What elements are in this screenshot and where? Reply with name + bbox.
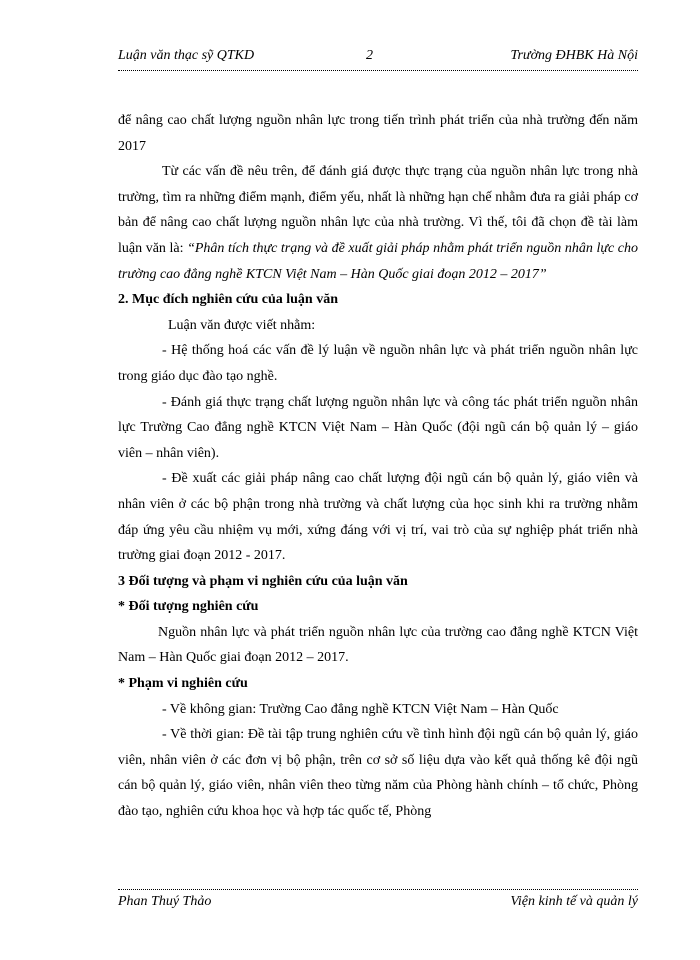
footer-institute: Viện kinh tế và quản lý xyxy=(510,894,638,909)
paragraph-intro-continuation: để nâng cao chất lượng nguồn nhân lực trong tiến trình phát triển của nhà trường đến năm 2017 xyxy=(118,113,638,154)
document-body xyxy=(118,108,638,825)
thesis-title-quote: “Phân tích thực trạng và đề xuất giải pháp nhằm phát triển nguồn nhân lực cho trường cao đẳng nghề KTCN Việt Nam – Hàn Quốc giai đoạn 2012 – 2017” xyxy=(118,240,638,282)
subheading-research-object: * Đối tượng nghiên cứu xyxy=(118,599,259,615)
page-footer xyxy=(118,894,638,914)
subheading-research-scope: * Phạm vi nghiên cứu xyxy=(118,676,248,692)
paragraph-research-object: Nguồn nhân lực và phát triển nguồn nhân lực của trường cao đẳng nghề KTCN Việt Nam – Hàn Quốc giai đoạn 2012 – 2017. xyxy=(118,624,638,666)
footer-divider xyxy=(118,889,638,890)
list-item-scope-space: - Về không gian: Trường Cao đẳng nghề KTCN Việt Nam – Hàn Quốc xyxy=(162,701,559,717)
paragraph-purpose-intro: Luận văn được viết nhằm: xyxy=(168,317,316,333)
header-university: Trường ĐHBK Hà Nội xyxy=(510,48,638,63)
section-heading-purpose: 2. Mục đích nghiên cứu của luận văn xyxy=(118,292,339,308)
list-item-purpose-1: - Hệ thống hoá các vấn đề lý luận về nguồn nhân lực và phát triển nguồn nhân lực trong giáo dục đào tạo nghề. xyxy=(118,343,638,384)
header-thesis-title: Luận văn thạc sỹ QTKD xyxy=(118,48,255,63)
header-divider xyxy=(118,70,638,71)
paragraph-topic-selection xyxy=(118,159,638,287)
list-item-scope-time: - Về thời gian: Đề tài tập trung nghiên cứu về tình hình đội ngũ cán bộ quản lý, giáo viên, nhân viên ở các đơn vị bộ phận, trên cơ sở số liệu dựa vào kết quả thống kê đội ngũ cán bộ quản lý, giáo viên, nhân viên theo từng năm của Phòng hành chính – tổ chức, Phòng đào tạo, nghiên cứu khoa học và hợp tác quốc tế, Phòng xyxy=(118,727,638,820)
list-item-purpose-2: - Đánh giá thực trạng chất lượng nguồn nhân lực và công tác phát triển nguồn nhân lực Trường Cao đẳng nghề KTCN Việt Nam – Hàn Quốc (đội ngũ cán bộ quản lý – giáo viên – nhân viên). xyxy=(118,394,638,461)
page-header xyxy=(118,48,638,68)
paragraph-topic-text: Từ các vấn đề nêu trên, để đánh giá được thực trạng của nguồn nhân lực trong nhà trường, tìm ra những điểm mạnh, điểm yếu, nhất là những hạn chế nhằm đưa ra giải pháp cơ bản để nâng cao chất lượng nguồn nhân lực của nhà trường. Vì thế, tôi đã chọn đề tài làm luận văn là: xyxy=(118,164,638,256)
list-item-purpose-3: - Đề xuất các giải pháp nâng cao chất lượng đội ngũ cán bộ quản lý, giáo viên và nhân viên ở các bộ phận trong nhà trường và chất lượng của học sinh khi ra trường nhằm đáp ứng yêu cầu nhiệm vụ mới, xứng đáng với vị trí, vai trò của sự nghiệp phát triển nhà trường giai đoạn 2012 - 2017. xyxy=(118,471,638,564)
page-number: 2 xyxy=(366,48,373,63)
section-heading-scope: 3 Đối tượng và phạm vi nghiên cứu của luận văn xyxy=(118,573,408,589)
footer-author: Phan Thuý Thảo xyxy=(118,894,212,909)
